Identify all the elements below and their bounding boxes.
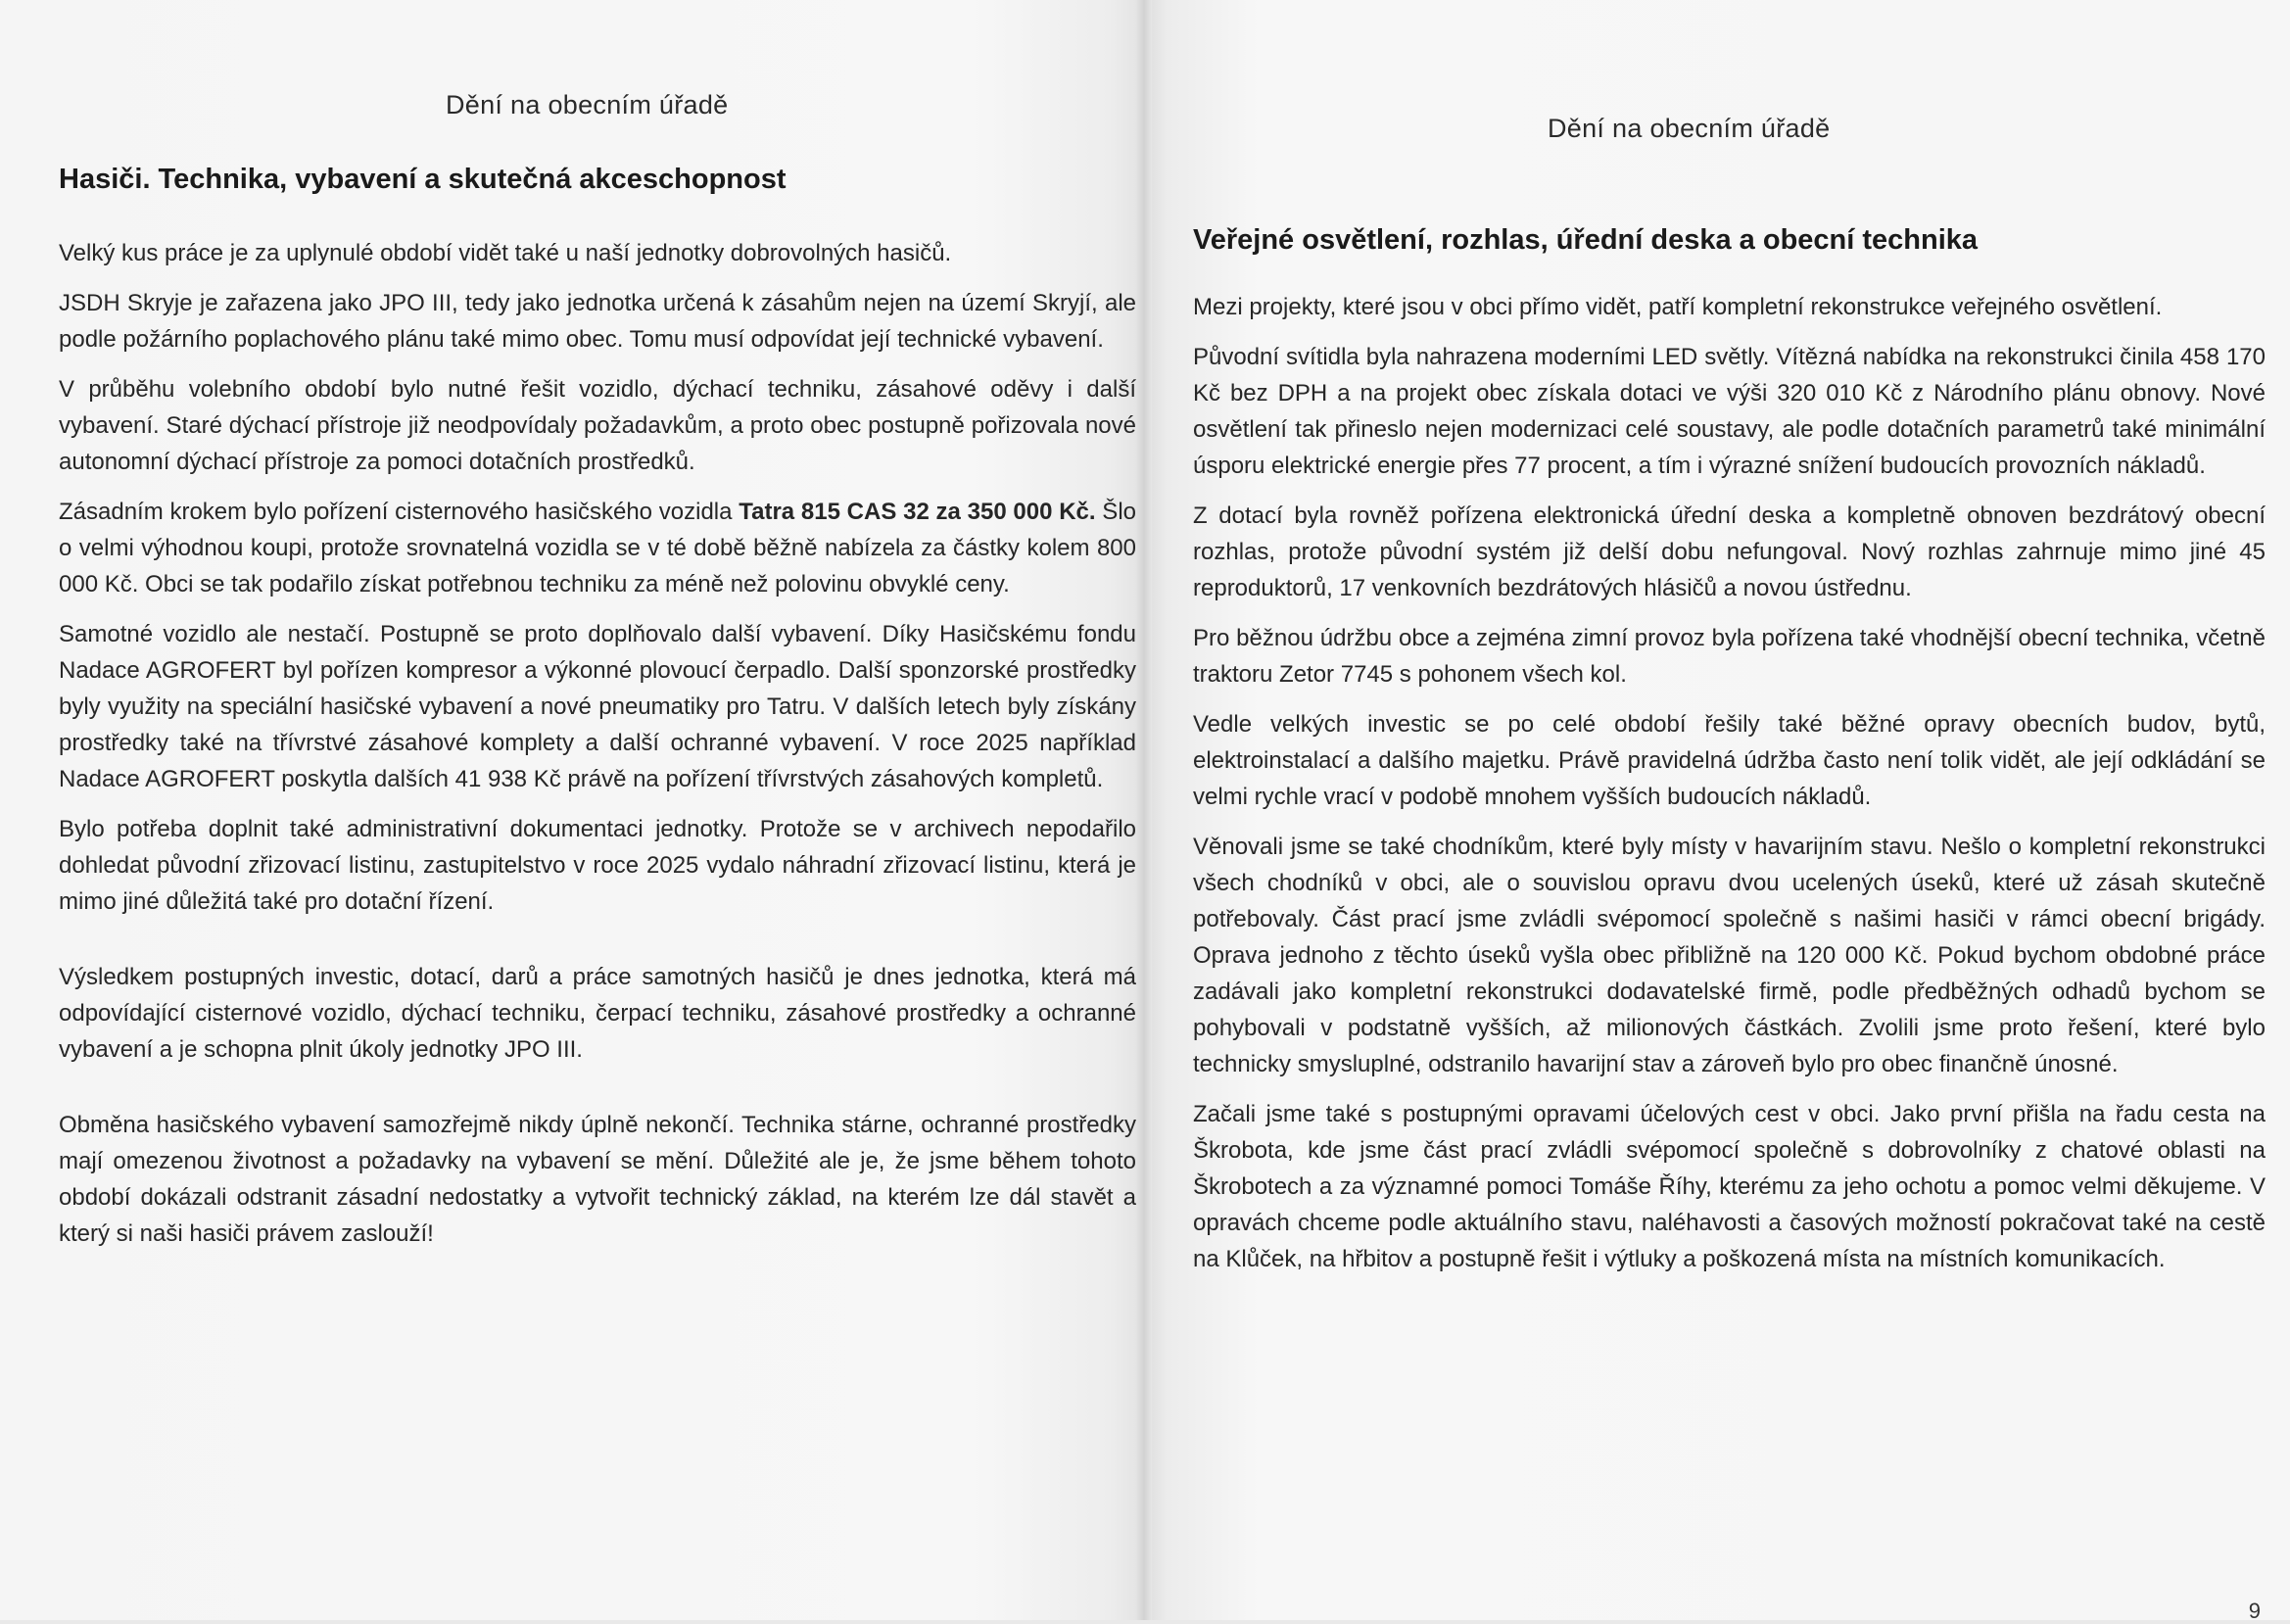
paragraph: Výsledkem postupných investic, dotací, darů a práce samotných hasičů je dnes jednotka, která má odpovídající cisternové vozidlo, dýchací techniku, čerpací techniku, zásahové prostředky a ochranné vybavení a je schopna plnit úkoly jednotky JPO III. xyxy=(59,964,1136,1063)
right-page-header: Dění na obecním úřadě xyxy=(1548,114,1831,143)
paragraph: Původní svítidla byla nahrazena moderními LED světly. Vítězná nabídka na rekonstrukci činila 458 170 Kč bez DPH a na projekt obec získala dotaci ve výši 320 010 Kč z Národního plánu obnovy. Nové osvětlení tak přineslo nejen modernizaci celé soustavy, ale podle dotačních parametrů také minimální úsporu elektrické energie přes 77 procent, a tím i výrazné snížení budoucích provozních nákladů. xyxy=(1193,344,2266,479)
left-page-body xyxy=(59,235,1136,1266)
paragraph: JSDH Skryje je zařazena jako JPO III, tedy jako jednotka určená k zásahům nejen na území Skryjí, ale podle požárního poplachového plánu také mimo obec. Tomu musí odpovídat její technické vybavení. xyxy=(59,290,1136,353)
right-page xyxy=(1144,0,2290,1623)
page-number: 9 xyxy=(2248,1599,2261,1623)
paragraph: Samotné vozidlo ale nestačí. Postupně se proto doplňovalo další vybavení. Díky Hasičskému fondu Nadace AGROFERT byl pořízen kompresor a výkonné plovoucí čerpadlo. Další sponzorské prostředky byly využity na speciální hasičské vybavení a nové pneumatiky pro Tatru. V dalších letech byly získány prostředky také na třívrstvé zásahové komplety a další ochranné vybavení. V roce 2025 například Nadace AGROFERT poskytla dalších 41 938 Kč právě na pořízení třívrstvých zásahových kompletů. xyxy=(59,621,1136,792)
paragraph: Velký kus práce je za uplynulé období vidět také u naší jednotky dobrovolných hasičů. xyxy=(59,240,952,266)
right-page-heading: Veřejné osvětlení, rozhlas, úřední deska a obecní technika xyxy=(1193,224,1979,256)
paragraph: Pro běžnou údržbu obce a zejména zimní provoz byla pořízena také vhodnější obecní technika, včetně traktoru Zetor 7745 s pohonem všech kol. xyxy=(1193,625,2266,688)
tatra-bold-text: Tatra 815 CAS 32 za 350 000 Kč. xyxy=(739,499,1096,525)
paragraph: Mezi projekty, které jsou v obci přímo vidět, patří kompletní rekonstrukce veřejného osvětlení. xyxy=(1193,294,2163,320)
paragraph-tatra xyxy=(59,494,1136,602)
paragraph: Vedle velkých investic se po celé období řešily také běžné opravy obecních budov, bytů, elektroinstalací a dalšího majetku. Právě pravidelná údržba často není tolik vidět, ale její odkládání se velmi rychle vrací v podobě mnohem vyšších budoucích nákladů. xyxy=(1193,711,2266,810)
tatra-text-after: Šlo o velmi výhodnou koupi, protože srovnatelná vozidla se v té době běžně nabízela za částky kolem 800 000 Kč. Obci se tak podařilo získat potřebnou techniku za méně než polovinu obvyklé ceny. xyxy=(59,499,1136,597)
left-page-heading: Hasiči. Technika, vybavení a skutečná akceschopnost xyxy=(59,164,787,195)
tatra-text-before: Zásadním krokem bylo pořízení cisternového hasičského vozidla xyxy=(59,499,739,525)
paragraph: Začali jsme také s postupnými opravami účelových cest v obci. Jako první přišla na řadu cesta na Škrobota, kde jsme část prací zvládli svépomocí společně s dobrovolníky z chatové oblasti na Škrobotech a za významné pomoci Tomáše Říhy, kterému za jeho ochotu a pomoc velmi děkujeme. V opravách chceme podle aktuálního stavu, naléhavosti a časových možností pokračovat také na cestě na Klůček, na hřbitov a postupně řešit i výtluky a poškozená místa na místních komunikacích. xyxy=(1193,1101,2266,1272)
page-gutter xyxy=(1136,0,1152,1620)
paragraph: Obměna hasičského vybavení samozřejmě nikdy úplně nekončí. Technika stárne, ochranné prostředky mají omezenou životnost a požadavky na vybavení se mění. Důležité ale je, že jsme během tohoto období dokázali odstranit zásadní nedostatky a vytvořit technický základ, na kterém lze dál stavět a který si naši hasiči právem zaslouží! xyxy=(59,1112,1136,1247)
paragraph: Bylo potřeba doplnit také administrativní dokumentaci jednotky. Protože se v archivech nepodařilo dohledat původní zřizovací listinu, zastupitelstvo v roce 2025 vydalo náhradní zřizovací listinu, která je mimo jiné důležitá také pro dotační řízení. xyxy=(59,816,1136,915)
paragraph: V průběhu volebního období bylo nutné řešit vozidlo, dýchací techniku, zásahové oděvy i další vybavení. Staré dýchací přístroje již neodpovídaly požadavkům, a proto obec postupně pořizovala nové autonomní dýchací přístroje za pomoci dotačních prostředků. xyxy=(59,376,1136,475)
paragraph: Z dotací byla rovněž pořízena elektronická úřední deska a kompletně obnoven bezdrátový obecní rozhlas, protože původní systém již delší dobu nefungoval. Nový rozhlas zahrnuje mimo jiné 45 reproduktorů, 17 venkovních bezdrátových hlásičů a novou ústřednu. xyxy=(1193,502,2266,601)
left-page xyxy=(0,0,1144,1620)
right-page-body xyxy=(1193,289,2266,1291)
left-page-header: Dění na obecním úřadě xyxy=(446,90,729,119)
paragraph: Věnovali jsme se také chodníkům, které byly místy v havarijním stavu. Nešlo o kompletní rekonstrukci všech chodníků v obci, ale o souvislou opravu dvou ucelených úseků, které už zásah skutečně potřebovaly. Část prací jsme zvládli svépomocí společně s našimi hasiči v rámci obecní brigády. Oprava jednoho z těchto úseků vyšla obec přibližně na 120 000 Kč. Pokud bychom obdobné práce zadávali jako kompletní rekonstrukci dodavatelské firmě, podle předběžných odhadů bychom se pohybovali v podstatně vyšších, až milionových částkách. Zvolili jsme proto řešení, které bylo technicky smysluplné, odstranilo havarijní stav a zároveň bylo pro obec finančně únosné. xyxy=(1193,834,2266,1077)
